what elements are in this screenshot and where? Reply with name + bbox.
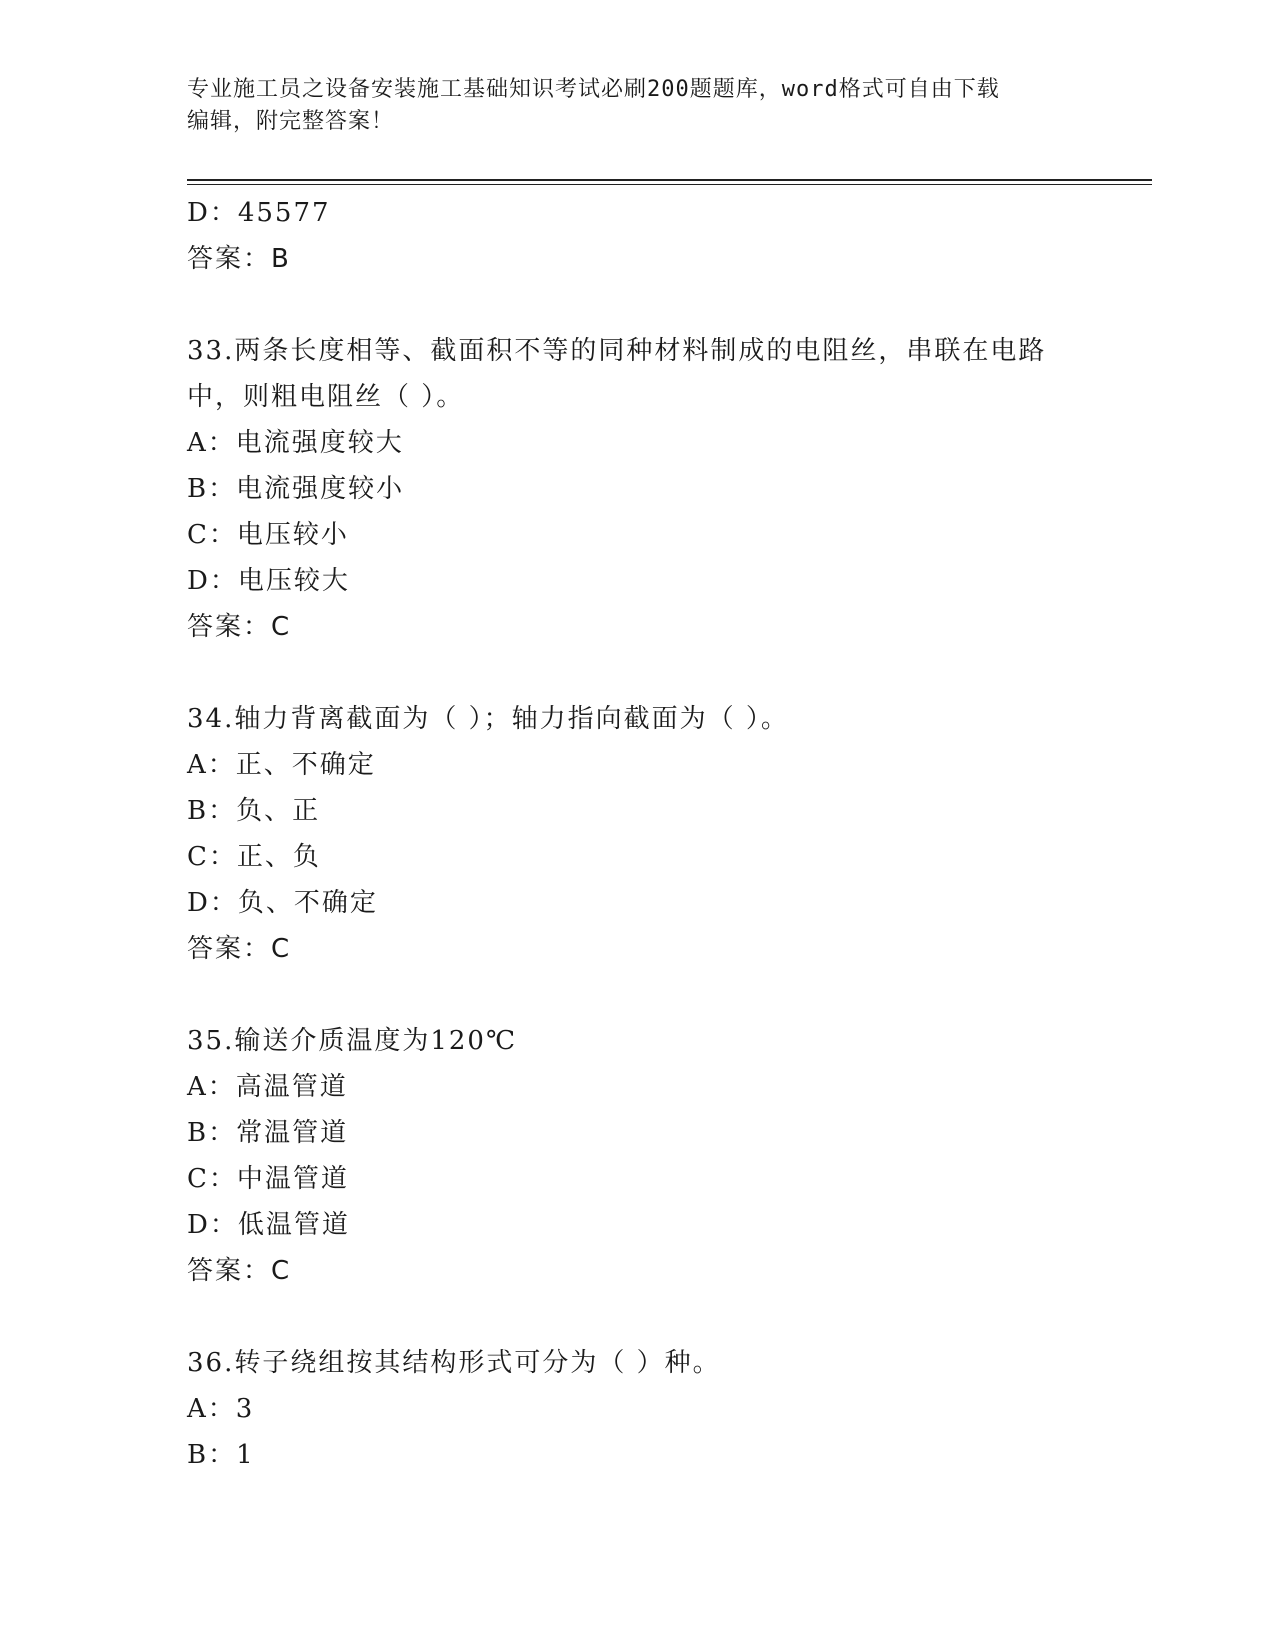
header-divider-thin — [187, 184, 1152, 185]
question-34-option-c: C：正、负 — [187, 842, 321, 872]
question-33-option-a: A：电流强度较大 — [187, 428, 404, 458]
question-34-answer: 答案：C — [187, 934, 292, 964]
question-35-option-c: C：中温管道 — [187, 1164, 349, 1194]
question-33-option-c: C：电压较小 — [187, 520, 349, 550]
question-33-option-b: B：电流强度较小 — [187, 474, 405, 504]
question-34-option-b: B：负、正 — [187, 796, 321, 826]
question-34-option-a: A：正、不确定 — [187, 750, 376, 780]
answer-line: 答案：B — [187, 244, 291, 274]
question-33-answer: 答案：C — [187, 612, 292, 642]
question-34-option-d: D：负、不确定 — [187, 888, 378, 918]
question-35-option-a: A：高温管道 — [187, 1072, 348, 1102]
question-35-text: 35.输送介质温度为120℃ — [187, 1026, 518, 1056]
question-33-text-line-1: 33.两条长度相等、截面积不等的同种材料制成的电阻丝，串联在电路 — [187, 336, 1047, 366]
header-line-1: 专业施工员之设备安装施工基础知识考试必刷200题题库，word格式可自由下载 — [187, 77, 1000, 102]
question-36-option-a: A：3 — [187, 1394, 255, 1424]
question-34-text: 34.轴力背离截面为（ ）；轴力指向截面为（ ）。 — [187, 704, 789, 734]
question-list — [187, 190, 1152, 1478]
question-36-option-b: B：1 — [187, 1440, 255, 1470]
question-35-answer: 答案：C — [187, 1256, 292, 1286]
question-36-text: 36.转子绕组按其结构形式可分为（ ）种。 — [187, 1348, 721, 1378]
question-35-option-d: D：低温管道 — [187, 1210, 350, 1240]
question-33-option-d: D：电压较大 — [187, 566, 350, 596]
document-header — [187, 74, 1087, 138]
question-35-option-b: B：常温管道 — [187, 1118, 349, 1148]
question-33-text-line-2: 中，则粗电阻丝（ ）。 — [187, 382, 465, 412]
header-line-2: 编辑，附完整答案！ — [187, 109, 395, 134]
header-divider-thick — [187, 179, 1152, 181]
option-d: D：45577 — [187, 198, 331, 228]
